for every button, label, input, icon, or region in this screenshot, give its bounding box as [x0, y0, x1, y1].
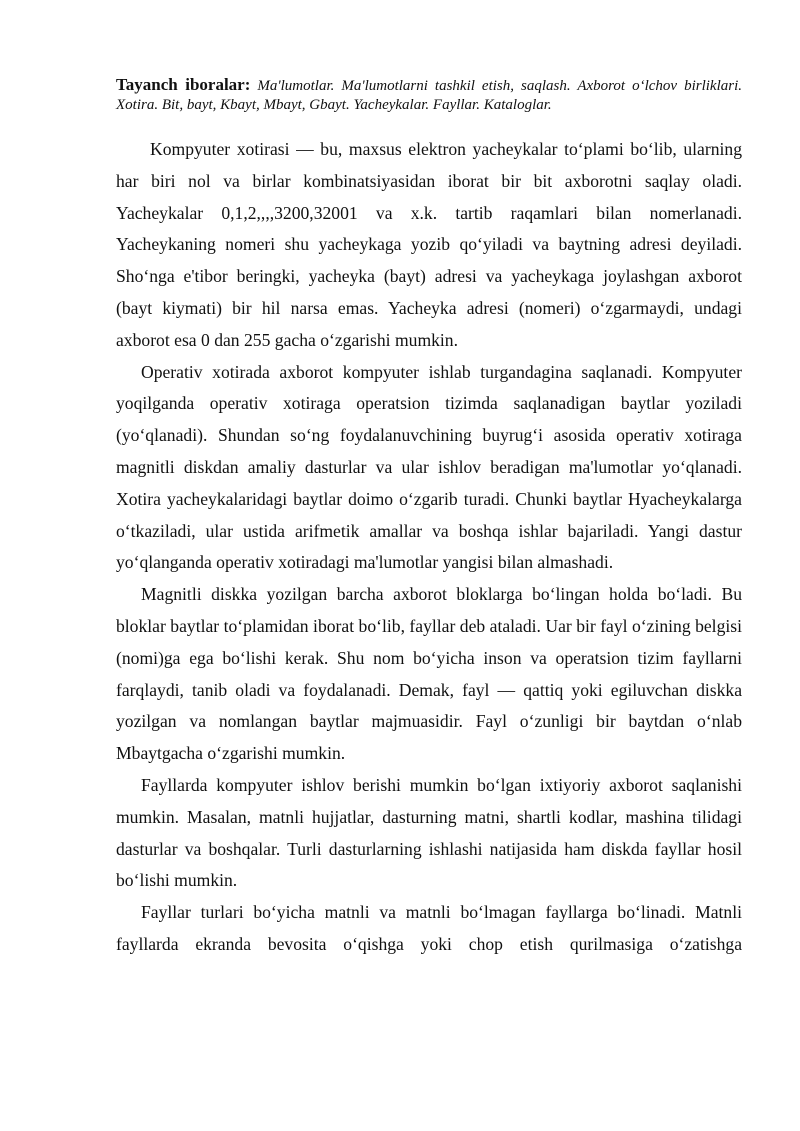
page-content	[116, 75, 742, 961]
keywords-block	[116, 75, 742, 115]
keywords-label: Tayanch iboralar:	[116, 75, 251, 94]
paragraph-magnetic-disk: Magnitli diskka yozilgan barcha axborot bloklarga bo‘lingan holda bo‘ladi. Bu bloklar baytlar to‘plamidan iborat bo‘lib, fayllar deb ataladi. Uar bir fayl o‘zining belgisi (nomi)ga ega bo‘lishi kerak. Shu nom bo‘yicha inson va operatsion tizim fayllarni farqlaydi, tanib oladi va foydalanadi. Demak, fayl — qattiq yoki egiluvchan diskka yozilgan va nomlangan baytlar majmuasidir. Fayl o‘zunligi bir baytdan o‘nlab Mbaytgacha o‘zgarishi mumkin.	[116, 584, 742, 764]
keywords-text: Ma'lumotlar. Ma'lumotlarni tashkil etish, saqlash. Axborot o‘lchov birliklari. Xotira. Bit, bayt, Kbayt, Mbayt, Gbayt. Yacheykalar. Fayllar. Kataloglar.	[116, 78, 743, 113]
paragraph-file-contents: Fayllarda kompyuter ishlov berishi mumkin bo‘lgan ixtiyoriy axborot saqlanishi mumkin. Masalan, matnli hujjatlar, dasturning matni, shartli kodlar, mashina tilidagi dasturlar va boshqalar. Turli dasturlarning ishlashi natijasida ham diskda fayllar hosil bo‘lishi mumkin.	[116, 774, 742, 891]
paragraph-file-types: Fayllar turlari bo‘yicha matnli va matnli bo‘lmagan fayllarga bo‘linadi. Matnli fayllarda ekranda bevosita o‘qishga yoki chop etish qurilmasiga o‘zatishga	[116, 902, 742, 954]
paragraph-memory: Kompyuter xotirasi — bu, maxsus elektron yacheykalar to‘plami bo‘lib, ularning har biri nol va birlar kombinatsiyasidan iborat bir bit axborotni saqlay oladi. Yacheykalar 0,1,2,,,,3200,32001 va x.k. tartib raqamlari bilan nomerlanadi. Yacheykaning nomeri shu yacheykaga yozib qo‘yiladi va baytning adresi deyiladi. Sho‘nga e'tibor beringki, yacheyka (bayt) adresi va yacheykaga joylashgan axborot (bayt kiymati) bir hil narsa emas. Yacheyka adresi (nomeri) o‘zgarmaydi, undagi axborot esa 0 dan 255 gacha o‘zgarishi mumkin.	[116, 139, 742, 350]
paragraph-operative-memory: Operativ xotirada axborot kompyuter ishlab turgandagina saqlanadi. Kompyuter yoqilganda operativ xotiraga operatsion tizimda saqlanadigan baytlar yoziladi (yo‘qlanadi). Shundan so‘ng foydalanuvchining buyrug‘i asosida operativ xotiraga magnitli diskdan amaliy dasturlar va ular ishlov beradigan ma'lumotlar yo‘qlanadi. Xotira yacheykalaridagi baytlar doimo o‘zgarib turadi. Chunki baytlar Hyacheykalarga o‘tkaziladi, ular ustida arifmetik amallar va boshqa ishlar bajariladi. Yangi dastur yo‘qlanganda operativ xotiradagi ma'lumotlar yangisi bilan almashadi.	[116, 361, 742, 573]
